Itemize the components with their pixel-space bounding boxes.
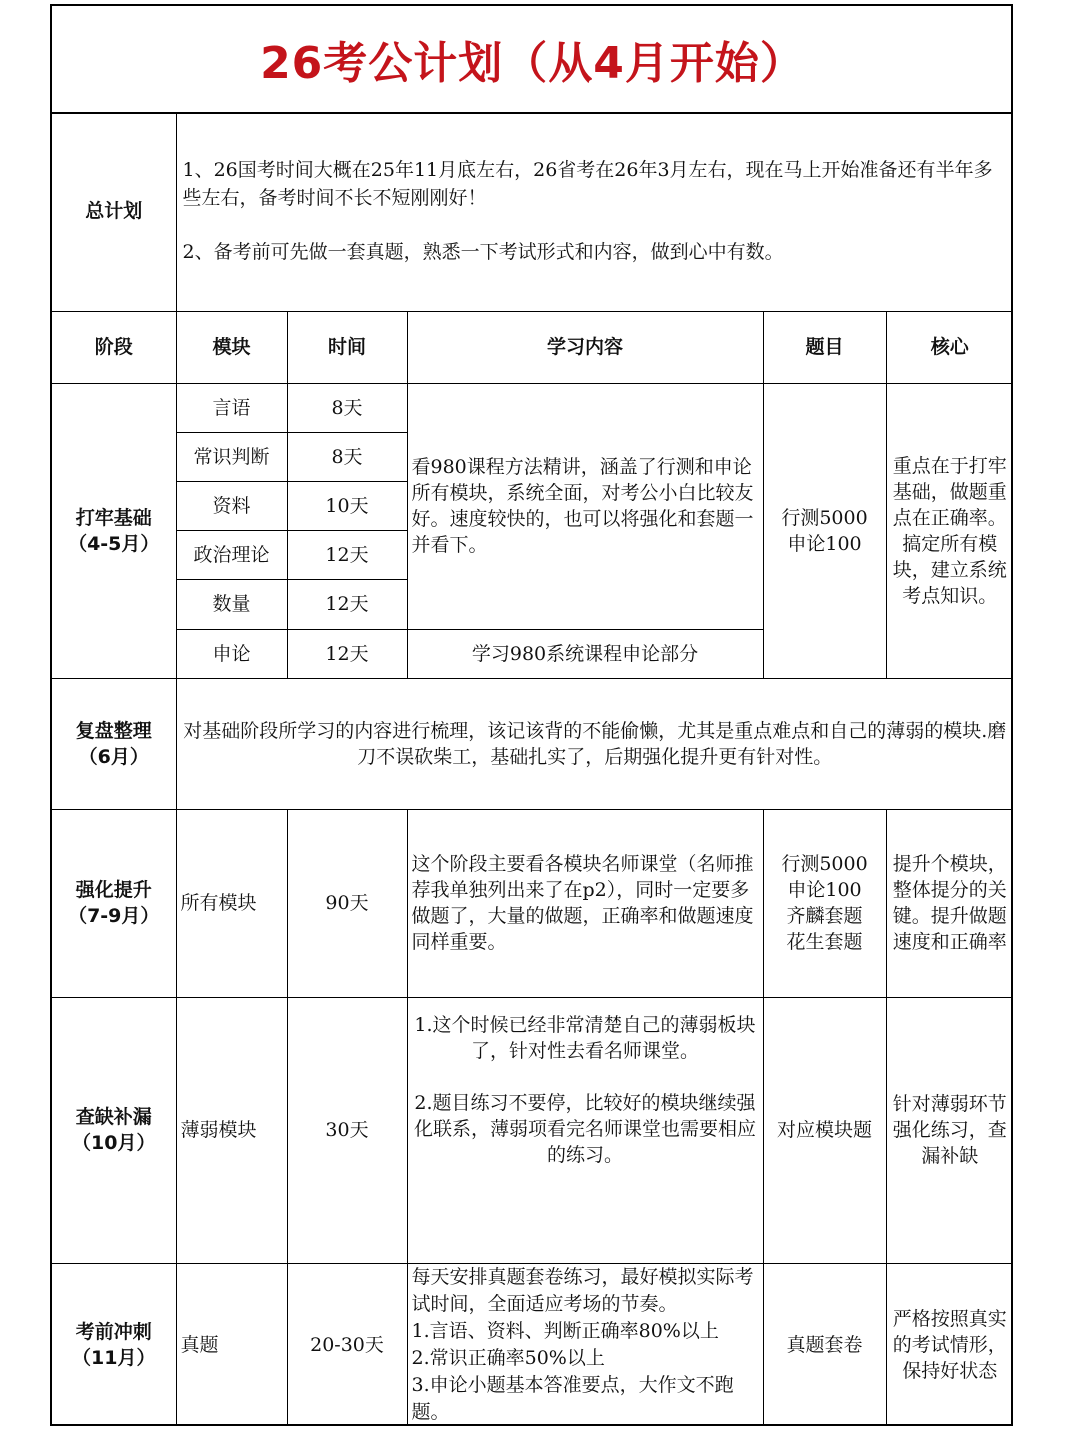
- sprint-content-item: 每天安排真题套卷练习，最好模拟实际考试时间，全面适应考场的节奏。: [411, 1265, 754, 1315]
- gaps-questions: 对应模块题: [763, 997, 886, 1263]
- gaps-core: 针对薄弱环节强化练习，查漏补缺: [886, 997, 1013, 1263]
- strengthen-content: 这个阶段主要看各模块名师课堂（名师推荐我单独列出来了在p2），同时一定要多做题了，大量的做题，正确率和做题速度同样重要。: [407, 809, 763, 997]
- page-title: 26考公计划（从4月开始）: [260, 38, 805, 89]
- strengthen-period: （7-9月）: [68, 905, 160, 927]
- overview-line-1: 1、26国考时间大概在25年11月底左右，26省考在26年3月左右，现在马上开始准备还有半年多些左右，备考时间不长不短刚刚好！: [182, 159, 993, 210]
- gaps-time: 30天: [287, 997, 407, 1263]
- gaps-content: [407, 997, 763, 1263]
- foundation-shenlun-content: 学习980系统课程申论部分: [407, 629, 763, 678]
- module-time: 10天: [287, 481, 407, 530]
- module-name: 资料: [176, 481, 287, 530]
- gaps-stage: 查缺补漏: [75, 1106, 152, 1128]
- strengthen-row: [52, 809, 1013, 997]
- module-time: 8天: [287, 432, 407, 481]
- foundation-content: 看980课程方法精讲，涵盖了行测和申论所有模块，系统全面，对考公小白比较友好。速度较快的，也可以将强化和套题一并看下。: [407, 383, 763, 629]
- header-stage: 阶段: [52, 311, 176, 383]
- sprint-row: [52, 1263, 1013, 1426]
- module-name: 数量: [176, 579, 287, 629]
- sprint-module: 真题: [176, 1263, 287, 1426]
- plan-table: [52, 112, 1013, 1426]
- strengthen-questions: [763, 809, 886, 997]
- module-time: 12天: [287, 629, 407, 678]
- question-item: 行测5000: [781, 853, 868, 875]
- foundation-core: 重点在于打牢基础，做题重点在正确率。搞定所有模块，建立系统考点知识。: [886, 383, 1013, 678]
- gaps-period: （10月）: [72, 1132, 156, 1154]
- paragraph-spacer: [412, 1064, 759, 1090]
- foundation-row: [52, 383, 1013, 432]
- strengthen-stage: 强化提升: [75, 879, 152, 901]
- header-content: 学习内容: [407, 311, 763, 383]
- question-item: 申论100: [787, 879, 862, 901]
- module-name: 言语: [176, 383, 287, 432]
- review-stage-cell: [52, 678, 176, 809]
- question-item: 申论100: [787, 532, 862, 555]
- question-item: 齐麟套题: [786, 905, 863, 927]
- foundation-stage-cell: [52, 383, 176, 678]
- title-row: [52, 6, 1013, 114]
- sprint-stage-cell: [52, 1263, 176, 1426]
- plan-sheet: [50, 4, 1013, 1426]
- gaps-module: 薄弱模块: [176, 997, 287, 1263]
- module-name: 申论: [176, 629, 287, 678]
- module-time: 8天: [287, 383, 407, 432]
- sprint-content-item: 2.常识正确率50%以上: [411, 1346, 605, 1369]
- foundation-period: （4-5月）: [68, 532, 160, 555]
- foundation-questions: [763, 383, 886, 678]
- overview-content: [176, 112, 1013, 311]
- overview-line-2: 2、备考前可先做一套真题，熟悉一下考试形式和内容，做到心中有数。: [182, 241, 784, 264]
- gaps-content-item: 1.这个时候已经非常清楚自己的薄弱板块了，针对性去看名师课堂。: [414, 1013, 756, 1062]
- sprint-questions: 真题套卷: [763, 1263, 886, 1426]
- review-row: [52, 678, 1013, 809]
- sprint-content-item: 1.言语、资料、判断正确率80%以上: [411, 1319, 719, 1342]
- review-content: 对基础阶段所学习的内容进行梳理，该记该背的不能偷懒，尤其是重点难点和自己的薄弱的模块.磨刀不误砍柴工，基础扎实了，后期强化提升更有针对性。: [176, 678, 1013, 809]
- overview-label: 总计划: [52, 112, 176, 311]
- module-name: 常识判断: [176, 432, 287, 481]
- header-questions: 题目: [763, 311, 886, 383]
- strengthen-time: 90天: [287, 809, 407, 997]
- gaps-row: [52, 997, 1013, 1263]
- module-time: 12天: [287, 530, 407, 579]
- review-period: （6月）: [78, 745, 149, 768]
- review-stage: 复盘整理: [75, 719, 152, 742]
- sprint-content: [407, 1263, 763, 1426]
- sprint-time: 20-30天: [287, 1263, 407, 1426]
- question-item: 花生套题: [786, 931, 863, 953]
- module-time: 12天: [287, 579, 407, 629]
- strengthen-module: 所有模块: [176, 809, 287, 997]
- foundation-stage: 打牢基础: [75, 506, 152, 529]
- header-time: 时间: [287, 311, 407, 383]
- gaps-content-item: 2.题目练习不要停，比较好的模块继续强化联系，薄弱项看完名师课堂也需要相应的练习。: [413, 1091, 756, 1166]
- sprint-core: 严格按照真实的考试情形，保持好状态: [886, 1263, 1013, 1426]
- sprint-stage: 考前冲刺: [75, 1320, 152, 1343]
- sprint-content-item: 3.申论小题基本答准要点，大作文不跑题。: [411, 1373, 734, 1423]
- question-item: 行测5000: [781, 506, 868, 529]
- strengthen-core: 提升个模块，整体提分的关键。提升做题速度和正确率: [886, 809, 1013, 997]
- gaps-stage-cell: [52, 997, 176, 1263]
- strengthen-stage-cell: [52, 809, 176, 997]
- header-row: [52, 311, 1013, 383]
- header-module: 模块: [176, 311, 287, 383]
- module-name: 政治理论: [176, 530, 287, 579]
- header-core: 核心: [886, 311, 1013, 383]
- sprint-period: （11月）: [72, 1346, 156, 1369]
- overview-row: [52, 112, 1013, 311]
